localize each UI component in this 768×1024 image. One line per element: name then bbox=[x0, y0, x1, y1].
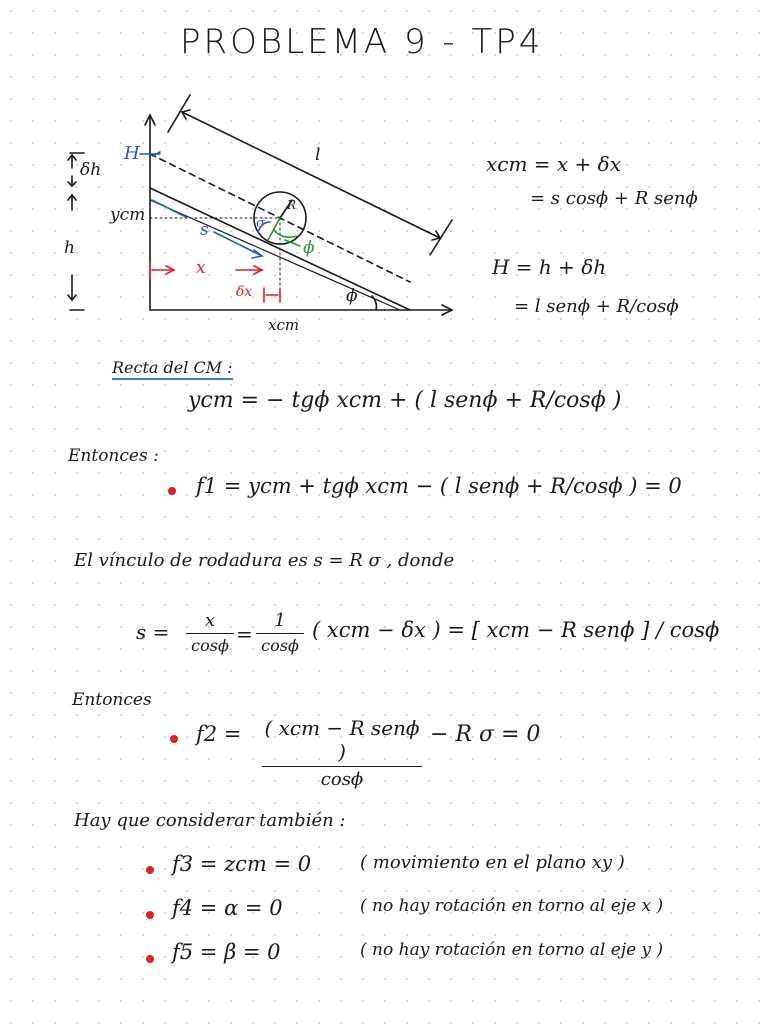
label-phi-angle: ϕ bbox=[346, 286, 358, 306]
label-h: h bbox=[64, 238, 75, 258]
label-l: l bbox=[315, 145, 321, 165]
hay-text: Hay que considerar también : bbox=[74, 810, 346, 831]
page-title: PROBLEMA 9 - TP4 bbox=[180, 22, 544, 62]
label-dx: δx bbox=[236, 284, 253, 300]
frac-x-cosphi bbox=[186, 610, 234, 655]
recta-label: Recta del CM : bbox=[112, 358, 233, 380]
length-l-arrow bbox=[182, 112, 440, 238]
frac1-den: cosϕ bbox=[191, 636, 229, 655]
label-H: H bbox=[124, 143, 140, 164]
bullet-f1 bbox=[168, 487, 176, 495]
vinculo-text: El vínculo de rodadura es s = R σ , donde bbox=[74, 550, 455, 571]
s-eq1: = bbox=[236, 622, 253, 646]
label-dh: δh bbox=[80, 160, 102, 180]
note-f5: ( no hay rotación en torno al eje y ) bbox=[360, 940, 664, 960]
recta-equation: ycm = − tgϕ xcm + ( l senϕ + R/cosϕ ) bbox=[188, 388, 622, 413]
eq-xcm-2: = s cosϕ + R senϕ bbox=[530, 188, 698, 209]
eq-f3: f3 = zcm = 0 bbox=[172, 852, 312, 876]
f2-den: cosϕ bbox=[320, 769, 364, 790]
label-sigma: σ bbox=[256, 216, 265, 231]
note-f3: ( movimiento en el plano xy ) bbox=[360, 852, 625, 873]
bullet-f5 bbox=[146, 955, 154, 963]
bullet-f4 bbox=[146, 911, 154, 919]
entonces-1: Entonces : bbox=[68, 446, 159, 466]
frac-1-cosphi bbox=[256, 610, 304, 655]
label-R: R bbox=[287, 198, 297, 212]
frac2-den: cosϕ bbox=[261, 636, 299, 655]
eq-f5: f5 = β = 0 bbox=[172, 940, 281, 964]
note-f4: ( no hay rotación en torno al eje x ) bbox=[360, 896, 664, 916]
eq-f4: f4 = α = 0 bbox=[172, 896, 283, 920]
label-xcm: xcm bbox=[268, 316, 300, 334]
frac-f2 bbox=[262, 716, 422, 790]
label-phi-green: ϕ bbox=[303, 238, 315, 258]
s-rest: ( xcm − δx ) = [ xcm − R senϕ ] / cosϕ bbox=[312, 618, 720, 642]
entonces-2: Entonces bbox=[72, 690, 152, 710]
f2-num: ( xcm − R senϕ ) bbox=[264, 716, 420, 764]
label-ycm: ycm bbox=[110, 205, 146, 225]
s-lhs: s = bbox=[136, 620, 170, 644]
eq-H-1: H = h + δh bbox=[492, 255, 607, 279]
f2-rhs: − R σ = 0 bbox=[430, 722, 541, 747]
eq-xcm-1: xcm = x + δx bbox=[486, 152, 621, 176]
eq-f1: f1 = ycm + tgϕ xcm − ( l senϕ + R/cosϕ ) = 0 bbox=[196, 474, 682, 498]
label-s: s bbox=[200, 220, 209, 240]
eq-H-2: = l senϕ + R/cosϕ bbox=[514, 296, 679, 317]
f2-lhs: f2 = bbox=[196, 722, 242, 746]
label-x: x bbox=[196, 258, 206, 278]
bullet-f2 bbox=[170, 735, 178, 743]
frac1-num: x bbox=[204, 610, 216, 631]
frac2-num: 1 bbox=[274, 610, 286, 631]
bullet-f3 bbox=[146, 866, 154, 874]
